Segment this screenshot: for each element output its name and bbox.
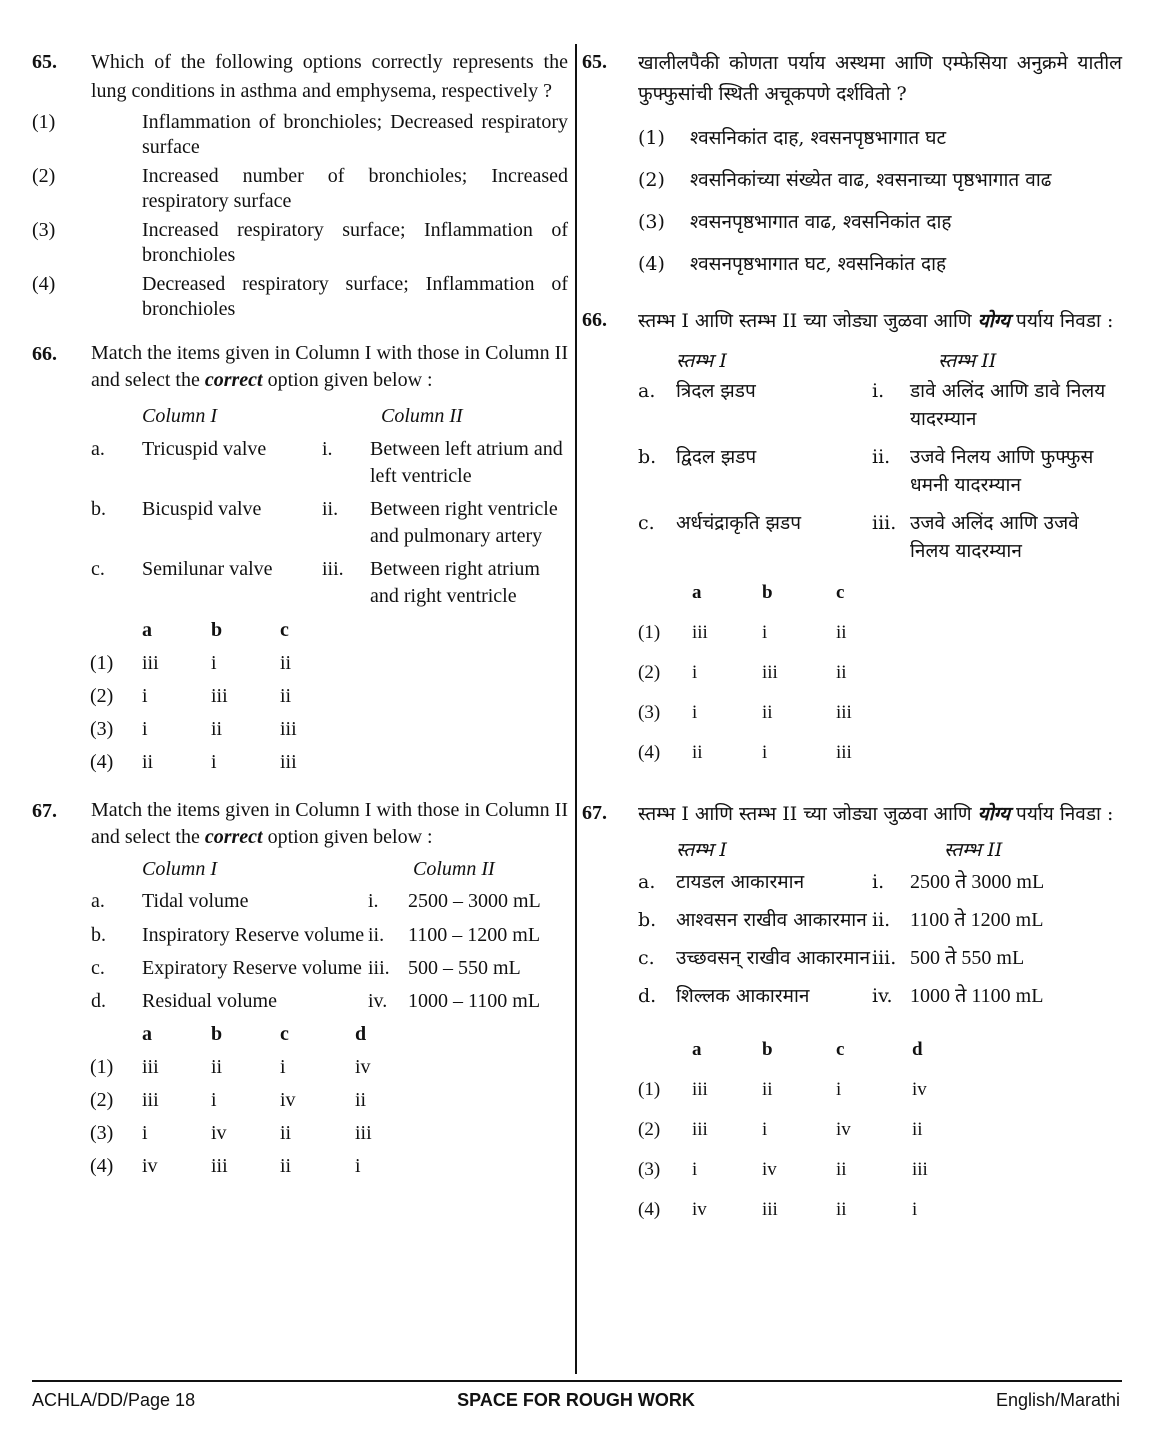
answer-grid — [638, 573, 1122, 773]
option-number: (3) — [32, 219, 56, 241]
column-headers — [91, 402, 568, 430]
match-rows — [91, 436, 568, 610]
column-1-header: स्तम्भ I — [676, 839, 727, 861]
footer-rule — [32, 1380, 1122, 1382]
answer-option-3: (3) i iv ii iii — [90, 1122, 372, 1144]
column-headers — [91, 855, 568, 883]
answer-option-4: (4) iv iii ii i — [90, 1155, 361, 1177]
question-stem: खालीलपैकी कोणता पर्याय अस्थमा आणि एम्फेसिया अनुक्रमे यातील फुफ्फुसांची स्थिती अचूकपणे दर्शवितो ? — [638, 52, 1122, 105]
match-row: a. त्रिदल झडप i. डावे अलिंद आणि डावे निलय यादरम्यान — [638, 380, 1106, 430]
stem-text: Match the items given in Column I with those in Column II and select the — [91, 342, 568, 391]
answer-option-1: (1) iii ii i iv — [90, 1056, 371, 1078]
column-2-header: Column II — [413, 858, 495, 880]
answer-grid — [32, 1018, 568, 1183]
stem-text-end: option given below : — [267, 369, 433, 391]
option-1 — [32, 110, 568, 160]
answer-option-2: (2) iii i iv ii — [90, 1089, 367, 1111]
match-rows — [638, 377, 1122, 565]
match-row: b. Inspiratory Reserve volume ii. 1100 – 1200 mL — [91, 924, 541, 946]
stem-emphasis: योग्य — [977, 310, 1010, 332]
stem-emphasis: correct — [204, 369, 263, 391]
option-1 — [638, 125, 1122, 152]
question-stem: Which of the following options correctly represents the lung conditions in asthma and emphysema, respectively ? — [91, 51, 568, 102]
page-label: ACHLA/DD/Page 18 — [32, 1390, 196, 1410]
answer-grid — [32, 614, 568, 779]
question-number: 65. — [32, 51, 57, 73]
stem-text-end: पर्याय निवडा : — [1016, 803, 1114, 825]
match-row: d. शिल्लक आकारमान iv. 1000 ते 1100 mL — [638, 985, 1044, 1007]
question-67-mr — [582, 799, 1122, 1230]
column-2-header: Column II — [381, 405, 463, 427]
stem-emphasis: correct — [204, 826, 263, 848]
answer-option-2: (2) i iii ii — [638, 662, 847, 683]
question-number: 66. — [32, 343, 57, 365]
option-number: (1) — [32, 111, 56, 133]
stem-text: स्तम्भ I आणि स्तम्भ II च्या जोड्या जुळवा आणि — [638, 803, 972, 825]
match-rows — [91, 886, 568, 1018]
match-row: b. द्विदल झडप ii. उजवे निलय आणि फुफ्फुस धमनी यादरम्यान — [638, 446, 1094, 496]
answer-header: a b c — [142, 619, 289, 641]
answer-option-1: (1) iii i ii — [638, 622, 847, 643]
column-1-header: Column I — [142, 858, 217, 880]
option-number: (4) — [32, 273, 56, 295]
question-stem — [638, 306, 1122, 337]
stem-emphasis: योग्य — [977, 803, 1010, 825]
option-2 — [32, 164, 568, 214]
question-number: 66. — [582, 309, 607, 331]
question-66-en — [32, 340, 568, 779]
match-row: b. Bicuspid valve ii. Between right ventricle and pulmonary artery — [91, 498, 558, 547]
question-stem — [638, 799, 1122, 830]
options-list — [32, 110, 568, 322]
match-row: c. उच्छवसन् राखीव आकारमान iii. 500 ते 550 mL — [638, 947, 1025, 969]
option-text: Decreased respiratory surface; Inflammation of bronchioles — [142, 273, 568, 320]
option-2 — [638, 167, 1122, 194]
option-number: (1) — [638, 127, 665, 149]
match-row: c. Semilunar valve iii. Between right atrium and right ventricle — [91, 558, 540, 607]
column-2-header: स्तम्भ II — [944, 839, 1003, 861]
language-label: English/Marathi — [995, 1390, 1120, 1410]
answer-option-4: (4) ii i iii — [90, 751, 297, 773]
column-divider — [575, 44, 577, 1374]
option-4 — [638, 251, 1122, 278]
question-number: 65. — [582, 51, 607, 73]
question-65-mr — [582, 48, 1122, 278]
column-headers — [638, 347, 1122, 375]
option-text: Increased number of bronchioles; Increased respiratory surface — [142, 165, 568, 212]
column-1-header: Column I — [142, 405, 217, 427]
match-rows — [638, 868, 1122, 1010]
question-stem — [91, 797, 568, 851]
question-67-en — [32, 797, 568, 1183]
option-number: (3) — [638, 211, 665, 233]
question-number: 67. — [582, 802, 607, 824]
answer-grid — [638, 1030, 1122, 1230]
column-headers — [638, 836, 1122, 864]
answer-option-3: (3) i iv ii iii — [638, 1159, 928, 1180]
answer-option-2: (2) i iii ii — [90, 685, 292, 707]
option-text: श्वसनिकांच्या संख्येत वाढ, श्वसनाच्या पृष्ठभागात वाढ — [690, 169, 1052, 191]
option-number: (4) — [638, 253, 665, 275]
option-text: Increased respiratory surface; Inflammation of bronchioles — [142, 219, 568, 266]
option-4 — [32, 272, 568, 322]
question-number: 67. — [32, 800, 57, 822]
match-row: d. Residual volume iv. 1000 – 1100 mL — [91, 990, 541, 1012]
match-row: b. आश्वसन राखीव आकारमान ii. 1100 ते 1200 mL — [638, 909, 1044, 931]
match-row: c. Expiratory Reserve volume iii. 500 – 550 mL — [91, 957, 521, 979]
match-row: c. अर्धचंद्राकृति झडप iii. उजवे अलिंद आणि उजवे निलय यादरम्यान — [638, 512, 1079, 562]
match-row: a. Tricuspid valve i. Between left atrium and left ventricle — [91, 438, 563, 487]
answer-option-1: (1) iii ii i iv — [638, 1079, 927, 1100]
marathi-column — [582, 44, 1122, 1230]
option-number: (2) — [638, 169, 665, 191]
option-text: Inflammation of bronchioles; Decreased respiratory surface — [142, 111, 568, 158]
options-list — [638, 125, 1122, 278]
option-3 — [32, 218, 568, 268]
stem-text-end: option given below : — [267, 826, 433, 848]
question-65-en — [32, 48, 568, 322]
stem-text-end: पर्याय निवडा : — [1016, 310, 1114, 332]
question-66-mr — [582, 306, 1122, 773]
question-stem — [91, 340, 568, 394]
stem-text: स्तम्भ I आणि स्तम्भ II च्या जोड्या जुळवा आणि — [638, 310, 972, 332]
column-1-header: स्तम्भ I — [676, 350, 727, 372]
answer-header: a b c — [692, 582, 845, 603]
match-table — [91, 402, 568, 430]
answer-header: a b c d — [142, 1023, 367, 1045]
column-2-header: स्तम्भ II — [938, 350, 997, 372]
rough-work-label: SPACE FOR ROUGH WORK — [457, 1390, 695, 1410]
answer-option-4: (4) ii i iii — [638, 742, 852, 763]
stem-text: Match the items given in Column I with those in Column II and select the — [91, 799, 568, 848]
english-column — [32, 44, 568, 1183]
answer-option-4: (4) iv iii ii i — [638, 1199, 918, 1220]
answer-option-1: (1) iii i ii — [90, 652, 292, 674]
match-row: a. टायडल आकारमान i. 2500 ते 3000 mL — [638, 871, 1045, 893]
answer-header: a b c d — [692, 1039, 923, 1060]
option-text: श्वसनपृष्ठभागात वाढ, श्वसनिकांत दाह — [690, 211, 952, 233]
answer-option-3: (3) i ii iii — [90, 718, 297, 740]
match-row: a. Tidal volume i. 2500 – 3000 mL — [91, 890, 541, 912]
option-text: श्वसनिकांत दाह, श्वसनपृष्ठभागात घट — [690, 127, 947, 149]
answer-option-2: (2) iii i iv ii — [638, 1119, 923, 1140]
answer-option-3: (3) i ii iii — [638, 702, 852, 723]
option-3 — [638, 209, 1122, 236]
option-number: (2) — [32, 165, 56, 187]
option-text: श्वसनपृष्ठभागात घट, श्वसनिकांत दाह — [690, 253, 947, 275]
